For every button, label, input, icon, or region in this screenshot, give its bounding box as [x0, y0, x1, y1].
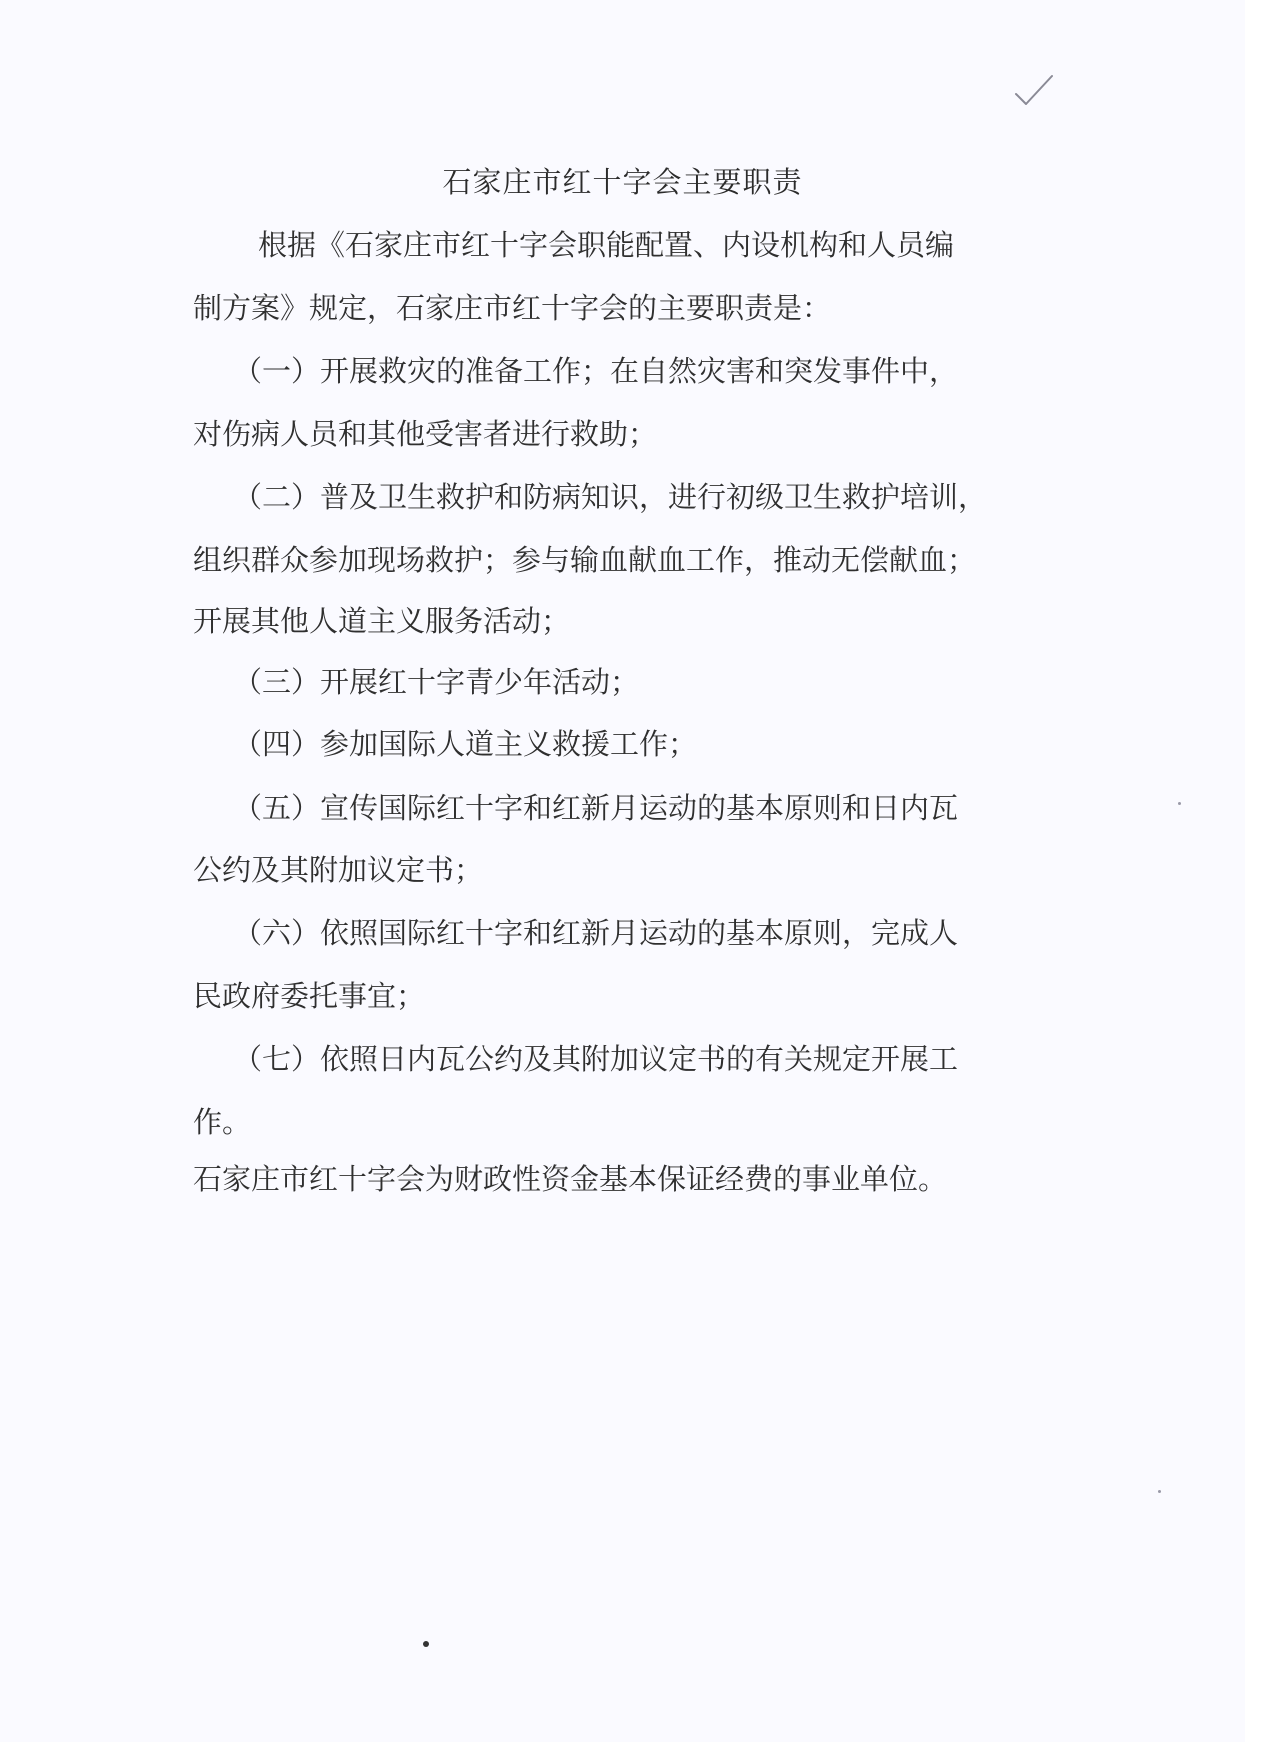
duty-2-line-3: 开展其他人道主义服务活动； — [193, 604, 571, 638]
intro-line-1: 根据《石家庄市红十字会职能配置、内设机构和人员编 — [258, 228, 955, 262]
duty-1-line-2: 对伤病人员和其他受害者进行救助； — [193, 417, 658, 451]
duty-7-line-2: 作。 — [193, 1105, 252, 1139]
scan-speck — [1178, 802, 1181, 805]
scan-speck — [1158, 1490, 1161, 1493]
duty-5-line-1: （五）宣传国际红十字和红新月运动的基本原则和日内瓦 — [233, 791, 959, 825]
duty-2-line-2: 组织群众参加现场救护；参与输血献血工作，推动无偿献血； — [193, 543, 977, 577]
duty-7-line-1: （七）依照日内瓦公约及其附加议定书的有关规定开展工 — [233, 1042, 959, 1076]
document-title: 石家庄市红十字会主要职责 — [442, 165, 803, 199]
closing-statement: 石家庄市红十字会为财政性资金基本保证经费的事业单位。 — [193, 1162, 948, 1196]
intro-line-2: 制方案》规定，石家庄市红十字会的主要职责是： — [193, 291, 832, 325]
duty-2-line-1: （二）普及卫生救护和防病知识，进行初级卫生救护培训， — [233, 480, 988, 514]
duty-5-line-2: 公约及其附加议定书； — [193, 853, 484, 887]
duty-3-line-1: （三）开展红十字青少年活动； — [233, 665, 640, 699]
duty-6-line-2: 民政府委托事宜； — [193, 979, 426, 1013]
scan-dot — [423, 1641, 429, 1647]
duty-4-line-1: （四）参加国际人道主义救援工作； — [233, 727, 698, 761]
check-mark-icon — [1012, 72, 1056, 110]
scan-edge — [1245, 0, 1275, 1755]
duty-1-line-1: （一）开展救灾的准备工作；在自然灾害和突发事件中， — [233, 354, 959, 388]
duty-6-line-1: （六）依照国际红十字和红新月运动的基本原则，完成人 — [233, 916, 959, 950]
